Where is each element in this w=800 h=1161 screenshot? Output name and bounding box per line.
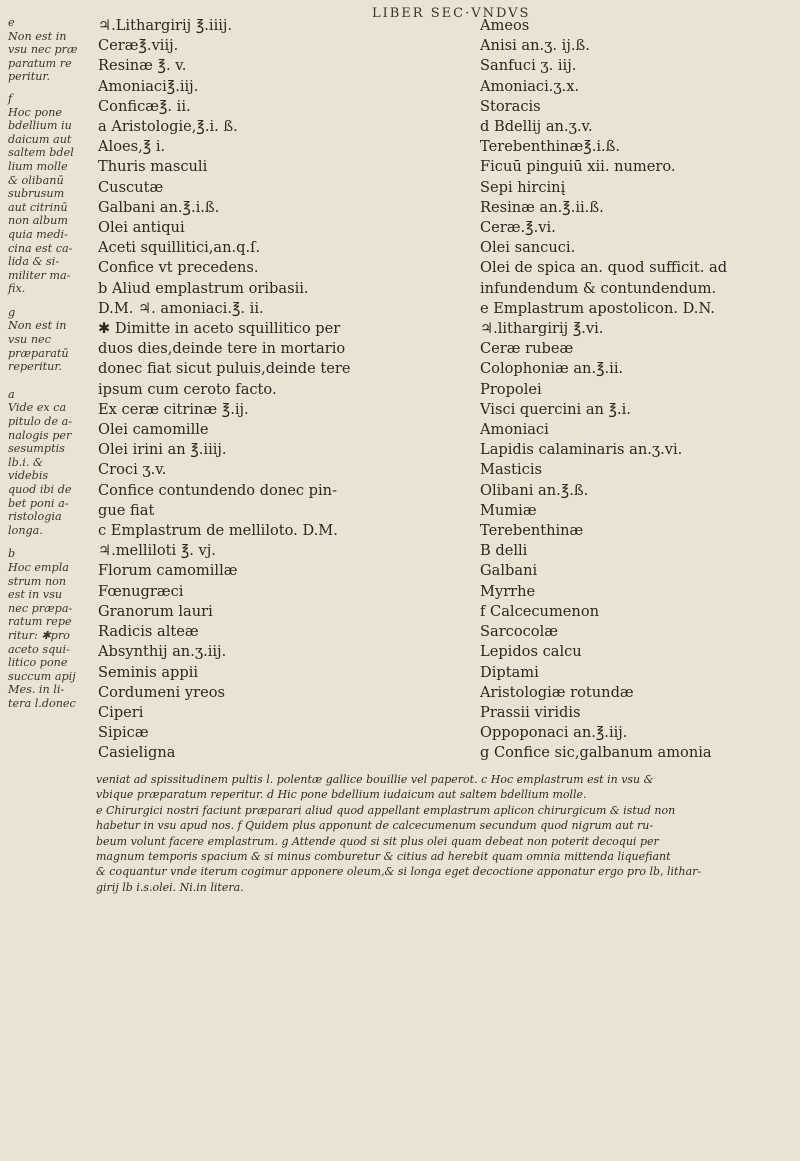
recipe-line: Sanfuci ʒ. iij.	[480, 57, 577, 75]
recipe-line: Diptami	[480, 663, 539, 681]
bottom-notes	[96, 772, 786, 895]
recipe-line: donec fiat sicut puluis,deinde tere	[98, 360, 351, 378]
recipe-line: e Emplastrum apostolicon. D.N.	[480, 299, 715, 317]
footnote-line: & coquantur vnde iterum cogimur apponere oleum,& si longa eget decoctione apponatur ergo pro lb, lithar-	[96, 865, 702, 879]
recipe-line: Resinæ ℥. v.	[98, 57, 187, 75]
recipe-column-right	[480, 16, 798, 764]
recipe-line: Aloes,℥ i.	[98, 138, 166, 156]
recipe-line: Aristologiæ rotundæ	[480, 683, 634, 701]
recipe-line: Thuris masculi	[98, 158, 208, 176]
footnote-line: girij lb i.s.olei. Ni.in litera.	[96, 880, 244, 894]
recipe-line: Conficæ℥. ii.	[98, 97, 191, 115]
recipe-line: Mumiæ	[480, 501, 537, 519]
recipe-line: Anisi an.ʒ. ij.ß.	[480, 37, 590, 55]
recipe-line: c Emplastrum de melliloto. D.M.	[98, 522, 338, 540]
recipe-line: Ceræ rubeæ	[480, 340, 574, 358]
recipe-line: Galbani	[480, 562, 538, 580]
recipe-line: Ceræ.℥.vi.	[480, 219, 556, 237]
footnote-line: beum volunt facere emplastrum. g Attende quod si sit plus olei quam debeat non poterit decoqui per	[96, 834, 659, 848]
recipe-line: Ficuū pinguiū xii. numero.	[480, 158, 676, 176]
blank-lower-page	[0, 880, 800, 1161]
recipe-line: Resinæ an.℥.ii.ß.	[480, 198, 604, 216]
recipe-line: Ameos	[480, 17, 530, 34]
recipe-line: Olei sancuci.	[480, 239, 576, 257]
recipe-line: Oppoponaci an.℥.iij.	[480, 724, 628, 742]
recipe-column-left	[98, 16, 478, 764]
recipe-line: Amoniaci.ʒ.x.	[480, 77, 580, 95]
recipe-line: ♃.lithargirij ℥.vi.	[480, 320, 604, 338]
recipe-line: Amoniaci℥.iij.	[98, 77, 199, 95]
recipe-line: ✱ Dimitte in aceto squillitico per	[98, 320, 341, 338]
recipe-line: Olei irini an ℥.iiij.	[98, 441, 227, 459]
recipe-line: Colophoniæ an.℥.ii.	[480, 360, 624, 378]
recipe-line: Lapidis calaminaris an.ʒ.vi.	[480, 441, 683, 459]
recipe-line: ♃.Lithargirij ℥.iiij.	[98, 17, 233, 34]
margin-note: a Vide ex ca pitulo de a- nalogis per sesumptis lb.i. & videbis quod ibi de bet poni a- ristologia longa.	[8, 387, 73, 537]
footnote-line: magnum temporis spacium & si minus comburetur & citius ad herebit quam omnia mittenda liquefiant	[96, 850, 671, 864]
recipe-line: Croci ʒ.v.	[98, 461, 167, 479]
recipe-line: f Calcecumenon	[480, 602, 600, 620]
margin-note: b Hoc empla strum non est in vsu nec præpa- ratum repe ritur: ✱pro aceto squi- litico pone succum apij Mes. in li- tera l.donec	[8, 547, 76, 710]
recipe-line: B delli	[480, 542, 528, 560]
recipe-line: Ceræ℥.viij.	[98, 37, 179, 55]
recipe-line: ipsum cum ceroto facto.	[98, 380, 277, 398]
recipe-line: infundendum & contundendum.	[480, 279, 717, 297]
margin-note: f Hoc pone bdellium iu daicum aut saltem bdel lium molle & olibanū subrusum aut citrinū non album quia medi- cina est ca- lida & si- militer ma- fix.	[8, 91, 74, 296]
recipe-line: Radicis alteæ	[98, 623, 199, 641]
recipe-line: Myrrhe	[480, 582, 536, 600]
recipe-line: Amoniaci	[480, 421, 549, 439]
recipe-line: Cordumeni yreos	[98, 683, 225, 701]
recipe-line: Olei de spica an. quod sufficit. ad	[480, 259, 728, 277]
recipe-line: Galbani an.℥.i.ß.	[98, 198, 220, 216]
recipe-line: Granorum lauri	[98, 602, 213, 620]
running-head: LIBER SEC·VNDVS	[372, 6, 531, 21]
recipe-line: Sarcocolæ	[480, 623, 558, 641]
recipe-line: Terebenthinæ℥.i.ß.	[480, 138, 621, 156]
recipe-line: Lepidos calcu	[480, 643, 582, 661]
footnote-line: e Chirurgici nostri faciunt præparari aliud quod appellant emplastrum aplicon chirurgicum & istud non	[96, 803, 676, 817]
recipe-line: Visci quercini an ℥.i.	[480, 400, 631, 418]
recipe-line: duos dies,deinde tere in mortario	[98, 340, 346, 358]
recipe-line: Aceti squillitici,an.q.ſ.	[98, 239, 261, 257]
recipe-line: Olibani an.℥.ß.	[480, 481, 589, 499]
recipe-line: Absynthij an.ʒ.iij.	[98, 643, 227, 661]
recipe-line: a Aristologie,℥.i. ß.	[98, 118, 238, 136]
recipe-line: Confice contundendo donec pin-	[98, 481, 338, 499]
margin-note: g Non est in vsu nec præparatū reperitur.	[8, 305, 69, 374]
recipe-line: ♃.melliloti ℥. vj.	[98, 542, 216, 560]
footnote-line: habetur in vsu apud nos. f Quidem plus apponunt de calcecumenum secundum quod nigrum aut ru-	[96, 819, 654, 833]
recipe-line: Olei camomille	[98, 421, 209, 439]
recipe-line: Masticis	[480, 461, 542, 479]
recipe-line: g Confice sic,galbanum amonia	[480, 744, 712, 762]
recipe-line: Confice vt precedens.	[98, 259, 259, 277]
recipe-line: Prassii viridis	[480, 703, 581, 721]
recipe-line: Florum camomillæ	[98, 562, 238, 580]
margin-notes	[8, 16, 96, 713]
recipe-line: Ciperi	[98, 703, 144, 721]
recipe-line: Storacis	[480, 97, 541, 115]
recipe-line: Propolei	[480, 380, 542, 398]
footnote-line: veniat ad spissitudinem pultis l. polentæ gallice bouillie vel paperot. c Hoc emplastrum est in vsu &	[96, 773, 654, 786]
recipe-line: Cuscutæ	[98, 178, 164, 196]
recipe-line: Fœnugræci	[98, 582, 184, 600]
recipe-line: Terebenthinæ	[480, 522, 584, 540]
recipe-line: D.M. ♃. amoniaci.℥. ii.	[98, 299, 264, 317]
margin-note: e Non est in vsu nec præ paratum re peritur.	[8, 16, 78, 84]
recipe-line: gue fiat	[98, 501, 155, 519]
recipe-line: Sepi hircinį	[480, 178, 566, 196]
recipe-line: Ex ceræ citrinæ ℥.ij.	[98, 400, 249, 418]
recipe-line: b Aliud emplastrum oribasii.	[98, 279, 309, 297]
recipe-line: Casieligna	[98, 744, 176, 762]
recipe-line: Seminis appii	[98, 663, 199, 681]
recipe-line: d Bdellij an.ʒ.v.	[480, 118, 593, 136]
recipe-line: Sipicæ	[98, 724, 149, 742]
footnote-line: vbique præparatum reperitur. d Hic pone bdellium iudaicum aut saltem bdellium molle.	[96, 788, 587, 802]
recipe-line: Olei antiqui	[98, 219, 185, 237]
